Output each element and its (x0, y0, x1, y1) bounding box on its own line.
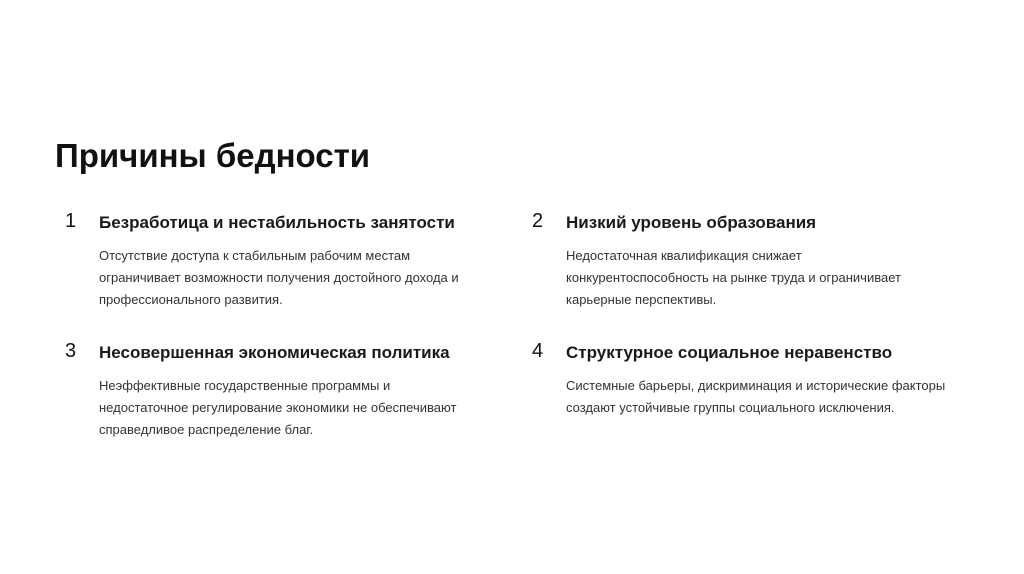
item-heading: Несовершенная экономическая политика (99, 343, 450, 362)
description-line: Отсутствие доступа к стабильным рабочим местам (99, 248, 411, 263)
item-description (566, 245, 966, 311)
description-line: Системные барьеры, дискриминация и исторические факторы (566, 378, 946, 393)
description-line: недостаточное регулирование экономики не обеспечивают (99, 400, 457, 415)
description-line: профессионального развития. (99, 292, 283, 307)
description-line: справедливое распределение благ. (99, 422, 314, 437)
item-number: 2 (532, 210, 544, 232)
item-description (99, 375, 499, 441)
item-description (99, 245, 499, 311)
item-number: 3 (65, 340, 77, 362)
item-heading: Безработица и нестабильность занятости (99, 213, 455, 232)
description-line: создают устойчивые группы социального исключения. (566, 400, 895, 415)
item-description (566, 375, 966, 419)
item-number: 1 (65, 210, 77, 232)
description-line: конкурентоспособность на рынке труда и ограничивает (566, 270, 901, 285)
description-line: Неэффективные государственные программы и (99, 378, 391, 393)
item-heading: Структурное социальное неравенство (566, 343, 893, 362)
item-heading: Низкий уровень образования (566, 213, 817, 232)
description-line: карьерные перспективы. (566, 292, 717, 307)
page-title: Причины бедности (55, 137, 371, 174)
description-line: ограничивает возможности получения достойного дохода и (99, 270, 459, 285)
item-number: 4 (532, 340, 544, 362)
description-line: Недостаточная квалификация снижает (566, 248, 802, 263)
